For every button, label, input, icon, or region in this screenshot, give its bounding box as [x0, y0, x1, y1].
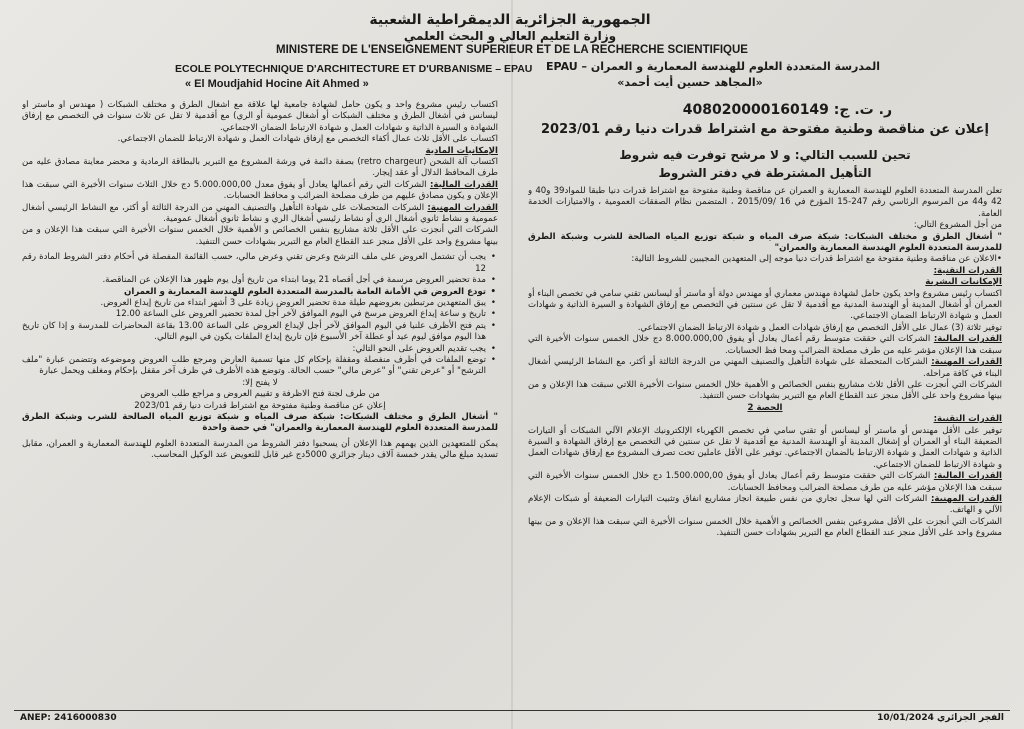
- financial-2-text: الشركات التي حققت متوسط رقم أعمال يعادل أو يفوق 1.500.000,00 دج خلال الخمس سنوات الأخيرة التي سبقت هذا الإعلان مؤشر عليه من طرف مصلحة الضرائب ومحافظ الحسابات.: [528, 471, 1002, 493]
- workers-left-text: اكتساب على الأقل ثلاث عمال أكفاء التخصص مع إرفاق شهادات العمل و شهادة الارتباط للضمان الاجتماعي.: [117, 134, 498, 145]
- list-item: • تاريخ و ساعة إيداع العروض مرسخ في اليوم الموافق لآخر أجل لمدة تحضير العروض على الساعة 12.00: [22, 309, 486, 320]
- header-school-fr: ECOLE POLYTECHNIQUE D'ARCHITECTURE ET D'URBANISME – EPAU: [175, 63, 533, 75]
- envelope-line-2: من طرف لجنة فتح الاظرفة و تقييم العروض و مراجع طلب العروض: [140, 389, 380, 400]
- page-fold: [511, 0, 513, 729]
- list-item: • يتم فتح الأظرف علنيا في اليوم الموافق لآخر أجل لإيداع العروض على الساعة 13.00 بقاعة المحاضرات للمدرسة و إذا كان تاريخ هذا اليوم موافق ليوم عيد أو عطلة آخر الأسبوع فإن تاريخ إيداع الملفات يكون في اليوم التالي.: [22, 321, 486, 344]
- footer-date: الفجر الجزائري 10/01/2024: [877, 713, 1004, 723]
- list-item: • توضع الملفات في أظرف منفصلة ومقفلة بإحكام كل منها تسمية العارض ومرجع طلب العروض وموضوعه وتتضمن عبارة "ملف الترشح" أو "عرض تقني" أو "عرض مالي" حسب الحالة. وتوضع هذه الأظرف في ظرف آخر مقفل بإحكام ومغلف ويحمل عبارة: [22, 355, 486, 378]
- right-column: [528, 100, 1002, 705]
- list-item: • تودع العروض في الأمانة العامة بالمدرسة المتعددة العلوم للهندسة المعمارية و العمران: [22, 287, 486, 298]
- intro-paragraph: تعلن المدرسة المتعددة العلوم للهندسة المعمارية و العمران عن مناقصة وطنية مفتوحة مع اشتراط قدرات دنيا طبقا للمواد39 و40 و 42 و44 من المرسوم الرئاسي رقم 247-15 المؤرخ في 16 /2015/09 ، المتضمن نظام الصفقات العمومية ، والامتيازات الخدمة العامة.: [528, 186, 1002, 219]
- professional-2-text: الشركات التي لها سجل تجاري من نفس طبيعة انجاز مشاريع انفاق وتثبيت التيارات الضعيفة أو شبكات الإعلام الآلي و الهاتف.: [528, 493, 1002, 516]
- header-school-ar: المدرسة المتعددة العلوم للهندسة المعمارية و العمران – EPAU: [546, 60, 880, 73]
- announcement-subtitle-2: التأهيل المشترطة في دفتر الشروط: [658, 166, 872, 180]
- heading-material: الإمكانيات المادية: [425, 145, 498, 156]
- workers-text: توفير ثلاثة (3) عمال على الأقل التخصص مع إرفاق شهادات العمل و شهادة الارتباط الضمان الاجتماعي.: [637, 322, 1002, 333]
- heading-professional-2: القدرات المهنية:: [930, 493, 1002, 504]
- references-text: الشركات التي أنجزت على الأقل ثلاث مشاريع بنفس الخصائص و الأهمية خلال الخمس سنوات الأخيرة اللاتي سبقت هذا الإعلان و من بينها مشروع واحد على الأقل منجز عند القطاع العام مع التبرير بشهادات حسن التنفيذ.: [528, 379, 1002, 402]
- references-left-text: الشركات التي أنجزت على الأقل ثلاثة مشاريع بنفس الخصائص و الأهمية خلال الخمس سنوات الأخيرة التي سبقت هذا الإعلان و من بينها مشروع واحد على الأقل منجز عند القطاع العام مع التبرير بشهادات حسن التنفيذ.: [22, 225, 498, 247]
- reference-number: ر. ت. ج: 408020000160149: [682, 102, 892, 118]
- envelope-line-3: إعلان عن مناقصة وطنية مفتوحة مع اشتراط قدرات دنيا رقم 2023/01: [134, 400, 386, 411]
- list-item: • يبق المتعهدين مرتبطين بعروضهم طيلة مدة تحضير العروض زيادة على 3 أشهر ابتداء من تاريخ إيداع العروض.: [22, 298, 486, 309]
- header-ministry-ar: وزارة التعليم العالي و البحث العلمي: [403, 29, 617, 43]
- envelope-project: " أشغال الطرق و مختلف الشبكات: شبكة صرف المياه و شبكة توزيع المياه الصالحة للشرب وشبكة الطرق للمدرسة المتعددة العلوم للهندسة المعمارية والعمران" في حصة واحدة: [22, 411, 498, 434]
- heading-financial-left: القدرات المالية:: [429, 179, 498, 190]
- announcement-subtitle-1: تحين للسبب التالي: و لا مرشح توفرت فيه شروط: [619, 148, 911, 162]
- technical-2-text: توفير على الأقل مهندس أو ماستر أو ليسانس أو تقني سامي في تخصص الكهرباء الإلكترونيك الإعلام الآلي الشبكات أو التيارات الضعيفة البناء أو العمران أو إشغال المدينة أو الهندسة المدنية مع أقدمية لا تقل عن سنتين في التخصص مع إرفاق الشهادة و السيرة الذاتية و شهادات العمل و شهادة الارتباط بالضمان الاجتماعي. توفير على الأقل عاملين تحت تصرف المشروع مع إرفاق شهادات العمل و شهادة الارتباط للضمان الاجتماعي.: [528, 425, 1002, 470]
- announcement-title: إعلان عن مناقصة وطنية مفتوحة مع اشتراط قدرات دنيا رقم 2023/01: [540, 122, 990, 137]
- withdrawal-text: يمكن للمتعهدين الذين يهمهم هذا الإعلان أن يسحبوا دفتر الشروط من المدرسة المتعددة العلوم للهندسة المعمارية و العمران، مقابل تسديد مبلغ مالي يقدر خمسة آلاف دينار جزائري 5000دج غير قابل للتعويض عند الوكيل المحاسب.: [22, 438, 498, 461]
- header-name-ar: «المجاهد حسين أيت أحمد»: [617, 76, 763, 89]
- footer-anep: ANEP: 2416000830: [20, 713, 117, 723]
- list-item: • يجب أن تشتمل العروض على ملف الترشح وعرض تقني وعرض مالي، حسب القائمة المفصلة في أحكام دفتر الشروط المادة رقم 12: [22, 252, 486, 275]
- header-republic: الجمهورية الجزائرية الديمقراطية الشعبية: [369, 12, 651, 28]
- financial-text: الشركات التي حققت متوسط رقم أعمال يعادل أو يفوق 8.000.000,00 دج خلال الخمس سنوات الأخيرة التي سبقت هذا الإعلان مؤشر عليه من طرف مصلحة الضرائب ومحا فظ الحسابات.: [528, 334, 1002, 356]
- left-column: [22, 100, 498, 705]
- header-ministry-fr: MINISTERE DE L'ENSEIGNEMENT SUPERIEUR ET DE LA RECHERCHE SCIENTIFIQUE: [276, 44, 748, 56]
- professional-left-text: الشركات المتحصلات على شهادة التأهيل والتصنيف المهني من الدرجة الثالثة أو أكثر، مع النشاط الرئيسي أشغال عمومية و نشاط ثانوي أشغال الري أو نشاط رئيسي أشغال الري و نشاط ثانوي أشغال عمومية.: [22, 202, 498, 225]
- conditions-intro: •الاعلان عن مناقصة وطنية مفتوحة مع اشتراط قدرات دنيا موجه إلى المتعهدين المجيبين للشروط التالية:: [631, 254, 1002, 265]
- project-intro: من أجل المشروع التالي:: [913, 220, 1002, 231]
- professional-text: الشركات المتحصلة على شهادة التأهيل والتصنيف المهني من الدرجة الثالثة أو أكثر، مع النشاط الرئيسي أشغال البناء في كافة مراحله.: [528, 357, 1002, 379]
- references-2-text: الشركات التي أنجزت على الأقل مشروعين بنفس الخصائص و الأهمية خلال الخمس سنوات الأخيرة التي سبقت هذا الإعلان و من بينها مشروع واحد على الأقل منجز عند القطاع العام مع التبرير بشهادات حسن التنفيذ.: [528, 516, 1002, 539]
- header-name-fr: « El Moudjahid Hocine Ait Ahmed »: [185, 78, 369, 90]
- heading-professional: القدرات المهنية:: [931, 357, 1002, 368]
- material-text: اكتساب آلة الشحن (retro chargeur) بصفة دائمة في ورشة المشروع مع التبرير بالبطاقة الرمادية و محضر معاينة مصادق عليه من طرف المحافظ الدلال أو عقد إيجار.: [22, 157, 498, 179]
- heading-human: الإمكانيات البشرية: [925, 277, 1002, 288]
- financial-left-text: الشركات التي رقم أعمالها يعادل أو يفوق معدل 5.000.000,00 دج خلال الثلاث سنوات الأخيرة التي سبقت هذا الإعلان و يكون مصادق عليهم من طرف مصلحة الضرائب و محافظ الحسابات.: [22, 179, 498, 202]
- list-item: • يجب تقديم العروض على النحو التالي:: [22, 344, 486, 355]
- footer-rule: [14, 710, 1010, 711]
- heading-professional-left: القدرات المهنية:: [427, 202, 498, 213]
- list-item: • مدة تحضير العروض مرسمة في أجل أقصاه 21 يوما ابتداء من تاريخ أول يوم ظهور هذا الإعلان عن المناقصة.: [22, 275, 486, 286]
- heading-technical: القدرات التقنية:: [933, 265, 1002, 276]
- project-manager-text: اكتساب رئيس مشروع واحد و يكون حامل لشهادة جامعية لها علاقة مع أشغال الطرق و مختلف الشبكات ( مهندس أو ماستر أو ليسانس في أشغال الطرق و مختلف الشبكات أو أشغال عمومية أو الري) مع أقدمية لا تقل عن ثلاث سنوات في التخصص مع إرفاق الشهادة و السيرة الذاتية و شهادات العمل و شهادة الارتباط الضمان الاجتماعي.: [22, 100, 498, 133]
- heading-technical-2: القدرات التقنية:: [933, 414, 1002, 425]
- heading-financial-2: القدرات المالية:: [933, 471, 1002, 482]
- project-title: " أشغال الطرق و مختلف الشبكات: شبكة صرف المياه و شبكة توزيع المياه الصالحة للشرب وشبكة الطرق للمدرسة المتعددة العلوم الهندسة المعمارية والعمران": [528, 231, 1002, 254]
- human-resources-text: اكتساب رئيس مشروع واحد يكون حامل لشهادة مهندس معماري أو مهندس دولة أو ماستر أو ليسانس تقني سامي في تخصص البناء أو العمران أو أشغال المدينة أو الهندسة المدنية مع أقدمية لا تقل عن سنتين في التخصص مع إرفاق الشهادة و السيرة الذاتية و شهادات العمل و شهادة الارتباط الضمان الاجتماعي.: [528, 288, 1002, 322]
- heading-financial: القدرات المالية:: [933, 334, 1002, 345]
- envelope-line-1: لا يفتح إلا:: [242, 377, 278, 388]
- submission-rules-list: [22, 252, 498, 377]
- lot-2-heading: الحصة 2: [747, 402, 783, 413]
